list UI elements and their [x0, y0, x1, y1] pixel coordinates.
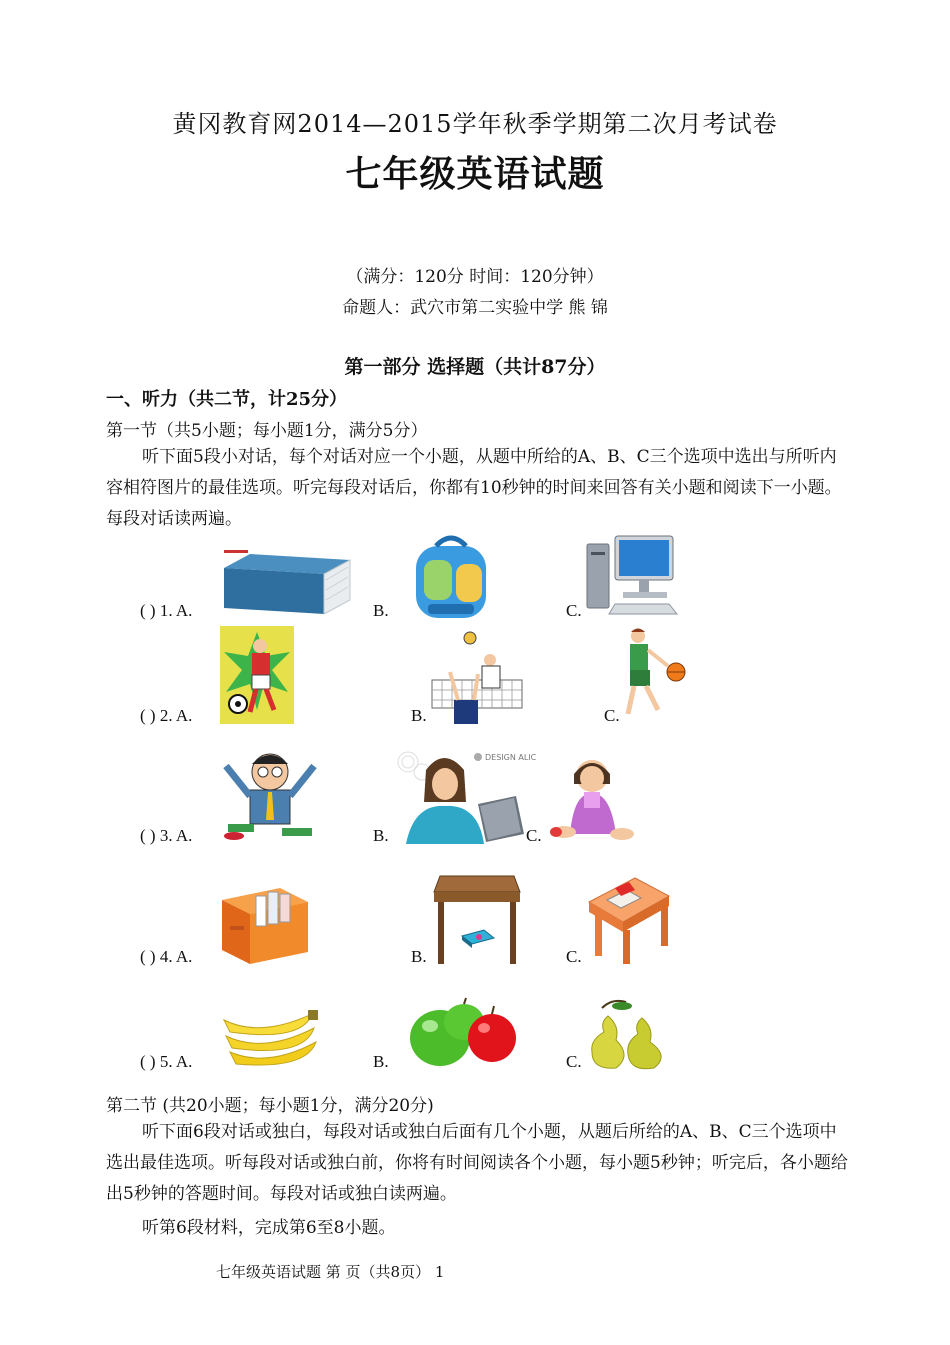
part1-heading: 第一部分 选择题（共计87分） — [344, 356, 606, 378]
question-1-label: ( ) 1. A. — [140, 601, 193, 620]
businessman-icon — [220, 746, 320, 844]
question-2-option-b: B. — [411, 706, 427, 725]
exam-title: 七年级英语试题 — [345, 154, 605, 195]
question-5-option-c: C. — [566, 1052, 582, 1071]
question-2-label: ( ) 2. A. — [140, 706, 193, 725]
subsection2-instructions: 听下面6段对话或独白，每段对话或独白后面有几个小题，从题后所给的A、B、C三个选项中选出最佳选项。听每段对话或独白前，你将有时间阅读各个小题，每小题5秒钟；听完后，各小题给出5秒钟的答题时间。每段对话或独白读两遍。 — [106, 1122, 848, 1204]
basketball-player-icon — [620, 626, 692, 724]
subsection2-heading: 第二节 (共20小题；每小题1分，满分20分) — [106, 1096, 434, 1116]
image-caption: DESIGN ALIC — [485, 753, 537, 762]
subsection1-heading: 第一节（共5小题；每小题1分，满分5分） — [106, 421, 428, 441]
pears-icon — [588, 996, 678, 1070]
section1-heading: 一、听力（共二节，计25分） — [106, 389, 348, 410]
question-2-option-c: C. — [604, 706, 620, 725]
question-1-option-c: C. — [566, 601, 582, 620]
question-5-option-b: B. — [373, 1052, 389, 1071]
little-girl-icon — [548, 752, 638, 844]
page-footer: 七年级英语试题 第 页（共8页） 1 — [216, 1263, 445, 1281]
question-4-label: ( ) 4. A. — [140, 947, 193, 966]
exam-title-line1: 黄冈教育网2014—2015学年秋季学期第二次月考试卷 — [172, 110, 778, 138]
backpack-icon — [408, 534, 494, 620]
subsection1-instructions: 听下面5段小对话，每个对话对应一个小题，从题中所给的A、B、C三个选项中选出与所听内容相符图片的最佳选项。听完每段对话后，你都有10秒钟的时间来回答有关小题和阅读下一小题。每段对话读两遍。 — [106, 447, 842, 529]
author-info: 命题人：武穴市第二实验中学 熊 锦 — [342, 298, 608, 318]
question-3-option-c: C. — [526, 826, 542, 845]
volleyball-players-icon — [432, 630, 522, 724]
desk-book-on-icon — [585, 872, 671, 964]
question-5-label: ( ) 5. A. — [140, 1052, 193, 1071]
score-time-info: （满分：120分 时间：120分钟） — [346, 267, 604, 287]
desk-book-under-icon — [432, 872, 522, 966]
question-4-option-b: B. — [411, 947, 427, 966]
question-3-option-b: B. — [373, 826, 389, 845]
question-4-option-c: C. — [566, 947, 582, 966]
book-icon — [220, 550, 352, 618]
computer-icon — [585, 534, 681, 618]
drawer-books-icon — [220, 880, 310, 966]
woman-laptop-icon — [396, 750, 537, 844]
subsection2-line: 听第6段材料，完成第6至8小题。 — [142, 1218, 396, 1238]
soccer-player-icon — [220, 626, 294, 724]
question-3-label: ( ) 3. A. — [140, 826, 193, 845]
bananas-icon — [220, 1002, 322, 1070]
question-1-option-b: B. — [373, 601, 389, 620]
apples-icon — [408, 996, 518, 1070]
